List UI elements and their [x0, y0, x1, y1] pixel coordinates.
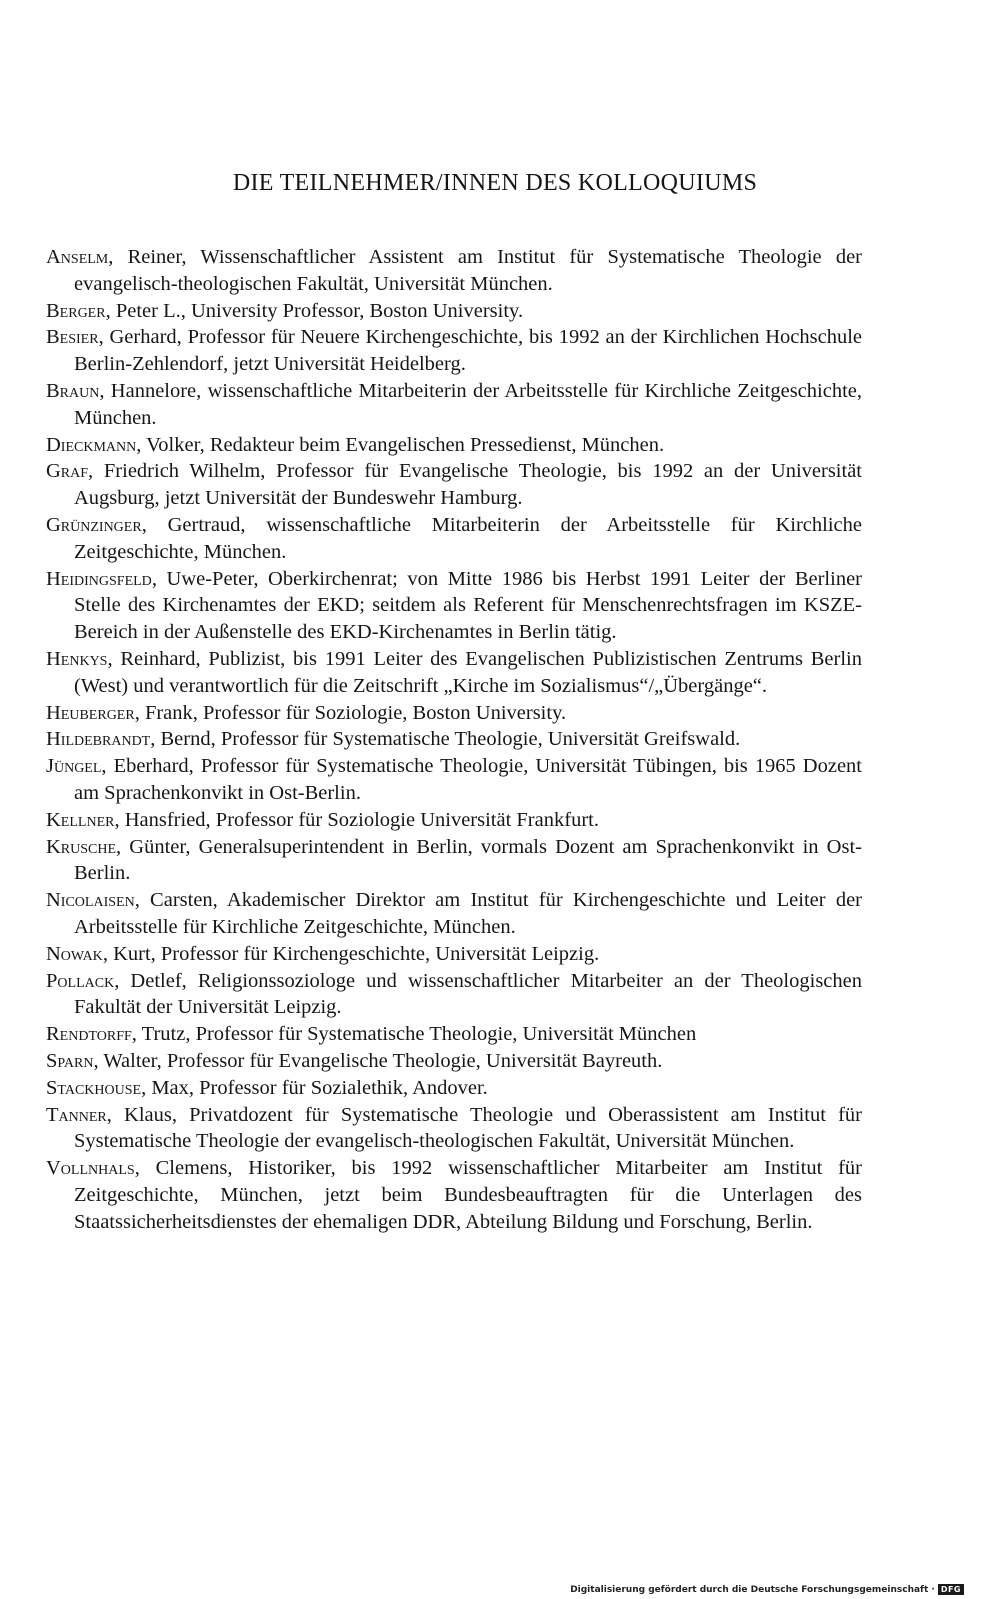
participant-details: , Trutz, Professor für Systematische Theologie, Universität München — [131, 1023, 697, 1046]
participant-surname: Besier — [46, 326, 99, 349]
participant-details: , Reiner, Wissenschaftlicher Assistent am Institut für Systematische Theologie der evangelisch-theologischen Fakultät, Universität München. — [74, 246, 862, 295]
participant-surname: Vollnhals — [46, 1157, 135, 1180]
participant-surname: Rendtorff — [46, 1023, 132, 1046]
participant-details: , Gertraud, wissenschaftliche Mitarbeiterin der Arbeitsstelle für Kirchliche Zeitgeschichte, München. — [74, 513, 862, 563]
participant-details: , Bernd, Professor für Systematische Theologie, Universität Greifswald. — [150, 728, 741, 751]
participant-surname: Braun — [46, 379, 100, 402]
participant-details: , Max, Professor für Sozialethik, Andover. — [141, 1076, 488, 1099]
participant-entry — [46, 753, 862, 807]
participant-entry — [46, 298, 862, 325]
participant-entry — [46, 1021, 862, 1048]
participant-details: , Hannelore, wissenschaftliche Mitarbeiterin der Arbeitsstelle für Kirchliche Zeitgeschichte, München. — [74, 379, 862, 429]
participant-list — [46, 244, 862, 1235]
participant-entry — [46, 834, 862, 888]
participant-surname: Krusche — [46, 835, 117, 858]
participant-entry — [46, 566, 862, 646]
participant-surname: Kellner — [46, 808, 115, 831]
participant-surname: Henkys — [46, 647, 108, 670]
participant-entry — [46, 1102, 862, 1156]
participant-details: , Uwe-Peter, Oberkirchenrat; von Mitte 1986 bis Herbst 1991 Leiter der Berliner Stelle des Kirchenamtes der EKD; seitdem als Referent für Menschenrechtsfragen im KSZE-Bereich in der Außenstelle des EKD-Kirchenamtes in Berlin tätig. — [74, 567, 862, 644]
participant-surname: Graf — [46, 460, 89, 483]
participant-entry — [46, 512, 862, 566]
participant-entry — [46, 1155, 862, 1235]
participant-surname: Pollack — [46, 969, 115, 992]
participant-surname: Jüngel — [46, 755, 102, 778]
participant-details: , Hansfried, Professor für Soziologie Universität Frankfurt. — [114, 808, 599, 831]
participant-details: , Clemens, Historiker, bis 1992 wissenschaftlicher Mitarbeiter am Institut für Zeitgeschichte, München, jetzt beim Bundesbeauftragten für die Unterlagen des Staatssicherheitsdienstes der ehemaligen DDR, Abteilung Bildung und Forschung, Berlin. — [74, 1157, 862, 1233]
participant-entry — [46, 378, 862, 432]
participant-details: , Walter, Professor für Evangelische Theologie, Universität Bayreuth. — [93, 1049, 663, 1072]
participant-details: , Frank, Professor für Soziologie, Boston University. — [134, 701, 567, 724]
participant-entry — [46, 432, 862, 459]
participant-details: , Kurt, Professor für Kirchengeschichte, Universität Leipzig. — [102, 942, 600, 965]
participant-details: , Klaus, Privatdozent für Systematische Theologie und Oberassistent am Institut für Systematische Theologie der evangelisch-theologischen Fakultät, Universität München. — [74, 1103, 862, 1153]
participant-entry — [46, 458, 862, 512]
participant-details: , Peter L., University Professor, Boston University. — [105, 299, 524, 322]
participant-surname: Heuberger — [46, 701, 135, 724]
participant-details: , Carsten, Akademischer Direktor am Institut für Kirchengeschichte und Leiter der Arbeitsstelle für Kirchliche Zeitgeschichte, München. — [74, 889, 862, 938]
participant-surname: Berger — [46, 299, 106, 322]
dfg-logo: DFG — [938, 1584, 964, 1595]
participant-details: , Reinhard, Publizist, bis 1991 Leiter des Evangelischen Publizistischen Zentrums Berlin (West) und verantwortlich für die Zeitschrift „Kirche im Sozialismus“/„Übergänge“. — [74, 647, 862, 697]
participant-details: , Detlef, Religionssoziologe und wissenschaftlicher Mitarbeiter an der Theologischen Fakultät der Universität Leipzig. — [74, 969, 862, 1019]
participant-surname: Heidingsfeld — [46, 567, 152, 590]
participant-entry — [46, 968, 862, 1022]
participant-entry — [46, 726, 862, 753]
participant-surname: Sparn — [46, 1049, 94, 1072]
participant-entry — [46, 244, 862, 298]
participant-surname: Tanner — [46, 1103, 107, 1126]
page-title: DIE TEILNEHMER/INNEN DES KOLLOQUIUMS — [232, 170, 758, 196]
participant-surname: Nowak — [46, 942, 103, 965]
participant-surname: Nicolaisen — [46, 889, 135, 912]
participant-surname: Anselm — [46, 246, 109, 268]
funding-footer — [570, 1584, 964, 1595]
participant-surname: Stackhouse — [46, 1076, 142, 1099]
participant-entry — [46, 1048, 862, 1075]
funding-note: Digitalisierung gefördert durch die Deutsche Forschungsgemeinschaft · — [570, 1584, 935, 1595]
participant-surname: Hildebrandt — [46, 728, 151, 751]
participant-entry — [46, 807, 862, 834]
participant-details: , Friedrich Wilhelm, Professor für Evangelische Theologie, bis 1992 an der Universität Augsburg, jetzt Universität der Bundeswehr Hamburg. — [74, 460, 862, 510]
participant-surname: Grünzinger — [46, 513, 142, 536]
participant-surname: Dieckmann — [46, 433, 137, 456]
participant-entry — [46, 324, 862, 378]
participant-entry — [46, 700, 862, 727]
participant-details: , Volker, Redakteur beim Evangelischen Pressedienst, München. — [136, 433, 665, 456]
participant-details: , Günter, Generalsuperintendent in Berlin, vormals Dozent am Sprachenkonvikt in Ost-Berlin. — [74, 835, 862, 885]
participant-details: , Eberhard, Professor für Systematische Theologie, Universität Tübingen, bis 1965 Dozent am Sprachenkonvikt in Ost-Berlin. — [74, 755, 862, 804]
participant-entry — [46, 941, 862, 968]
participant-entry — [46, 646, 862, 700]
participant-entry — [46, 887, 862, 941]
participant-entry — [46, 1075, 862, 1102]
participant-details: , Gerhard, Professor für Neuere Kirchengeschichte, bis 1992 an der Kirchlichen Hochschule Berlin-Zehlendorf, jetzt Universität Heidelberg. — [74, 326, 862, 376]
